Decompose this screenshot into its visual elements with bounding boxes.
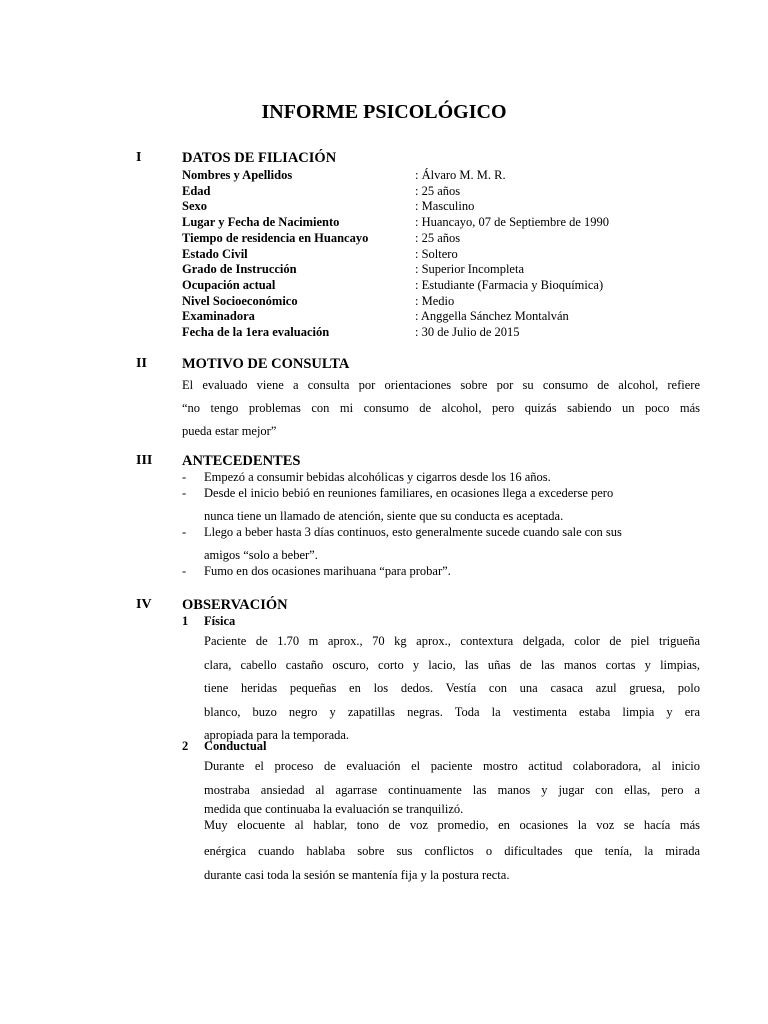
- bullet-text: nunca tiene un llamado de atención, siente que su conducta es aceptada.: [204, 509, 564, 523]
- subsection-2-paragraph: [204, 755, 700, 802]
- field-value: : Medio: [415, 294, 455, 308]
- section-3-number: III: [136, 453, 153, 468]
- section-2-paragraph: [182, 374, 700, 443]
- field-value: : Soltero: [415, 247, 458, 261]
- bullet-text: Llego a beber hasta 3 días continuos, esto generalmente sucede cuando sale con sus: [204, 525, 622, 539]
- field-value: : Anggella Sánchez Montalván: [415, 309, 569, 323]
- field-value: : 25 años: [415, 184, 461, 198]
- text-line: enérgica cuando hablaba sobre sus conflictos o dificultades que tenía, la mirada: [204, 844, 700, 858]
- field-label: Edad: [182, 184, 211, 198]
- field-sexo: [182, 198, 722, 214]
- field-value: : Estudiante (Farmacia y Bioquímica): [415, 278, 604, 292]
- field-value: : Huancayo, 07 de Septiembre de 1990: [415, 215, 610, 229]
- text-line: mostraba ansiedad al agarrase continuamente las manos y jugar con ellas, pero a: [204, 782, 700, 797]
- text-line: Paciente de 1.70 m aprox., 70 kg aprox., contextura delgada, color de piel trigueña: [204, 634, 700, 648]
- field-value: : Superior Incompleta: [415, 262, 524, 276]
- field-label: Nombres y Apellidos: [182, 168, 293, 182]
- field-label: Examinadora: [182, 309, 255, 323]
- bullet-text: amigos “solo a beber”.: [204, 548, 318, 562]
- bullet-dash: -: [182, 470, 187, 484]
- field-label: Sexo: [182, 199, 207, 213]
- text-line: blanco, buzo negro y zapatillas negras. Toda la vestimenta estaba limpia y era: [204, 704, 700, 719]
- field-nivel-socioeconomico: [182, 293, 722, 309]
- bullet-dash: -: [182, 486, 187, 500]
- document-title: INFORME PSICOLÓGICO: [261, 101, 507, 123]
- text-line: El evaluado viene a consulta por orientaciones sobre por su consumo de alcohol, refiere: [182, 378, 700, 392]
- field-value: : 25 años: [415, 231, 461, 245]
- text-line: “no tengo problemas con mi consumo de alcohol, pero quizás sabiendo un poco más: [182, 401, 700, 415]
- field-ocupacion: [182, 277, 722, 293]
- field-label: Lugar y Fecha de Nacimiento: [182, 215, 340, 229]
- field-grado-instruccion: [182, 261, 722, 277]
- field-label: Fecha de la 1era evaluación: [182, 325, 330, 339]
- field-value: : Masculino: [415, 199, 475, 213]
- field-label: Grado de Instrucción: [182, 262, 297, 276]
- text-line: medida que continuaba la evaluación se tranquilizó.: [204, 802, 464, 816]
- subsection-2-heading: Conductual: [204, 739, 267, 753]
- text-line: Muy elocuente al hablar, tono de voz promedio, en ocasiones la voz se hacía más: [204, 818, 700, 832]
- bullet-text: Empezó a consumir bebidas alcohólicas y cigarros desde los 16 años.: [204, 470, 551, 484]
- bullet-dash: -: [182, 525, 187, 539]
- field-fecha-evaluacion: [182, 324, 722, 340]
- field-value: : 30 de Julio de 2015: [415, 325, 520, 339]
- subsection-1-paragraph: [204, 630, 700, 748]
- text-line: pueda estar mejor”: [182, 424, 277, 438]
- text-line: durante casi toda la sesión se mantenía fija y la postura recta.: [204, 867, 510, 882]
- text-line: Durante el proceso de evaluación el paciente mostro actitud colaboradora, al inicio: [204, 759, 700, 773]
- field-value: : Álvaro M. M. R.: [415, 168, 506, 182]
- section-4-heading: OBSERVACIÓN: [182, 597, 288, 613]
- field-label: Ocupación actual: [182, 278, 276, 292]
- subsection-2-paragraph-end: [204, 840, 700, 887]
- section-1-number: I: [136, 150, 142, 165]
- bullet-text: Fumo en dos ocasiones marihuana “para probar”.: [204, 564, 451, 578]
- subsection-2-paragraph-cont: [204, 801, 700, 833]
- field-lugar-fecha-nacimiento: [182, 214, 722, 230]
- section-4-number: IV: [136, 597, 152, 612]
- field-label: Estado Civil: [182, 247, 248, 261]
- field-examinadora: [182, 308, 722, 324]
- subsection-1-number: 1: [182, 614, 189, 628]
- section-3-heading: ANTECEDENTES: [182, 453, 301, 469]
- bullet-text: Desde el inicio bebió en reuniones familiares, en ocasiones llega a excederse pero: [204, 486, 614, 500]
- section-2-number: II: [136, 356, 147, 371]
- field-tiempo-residencia: [182, 230, 722, 246]
- field-edad: [182, 183, 722, 199]
- section-1-heading: DATOS DE FILIACIÓN: [182, 150, 337, 166]
- field-estado-civil: [182, 246, 722, 262]
- text-line: clara, cabello castaño oscuro, corto y lacio, las uñas de las manos cortas y limpias,: [204, 657, 700, 672]
- text-line: tiene heridas pequeñas en los dedos. Vestía con una casaca azul gruesa, polo: [204, 681, 700, 695]
- section-2-heading: MOTIVO DE CONSULTA: [182, 356, 350, 372]
- subsection-2-number: 2: [182, 739, 189, 753]
- field-label: Tiempo de residencia en Huancayo: [182, 231, 369, 245]
- text-line: apropiada para la temporada.: [204, 728, 350, 742]
- field-label: Nivel Socioeconómico: [182, 294, 298, 308]
- subsection-1-heading: Física: [204, 614, 236, 628]
- field-nombres: [182, 167, 722, 183]
- bullet-dash: -: [182, 564, 187, 578]
